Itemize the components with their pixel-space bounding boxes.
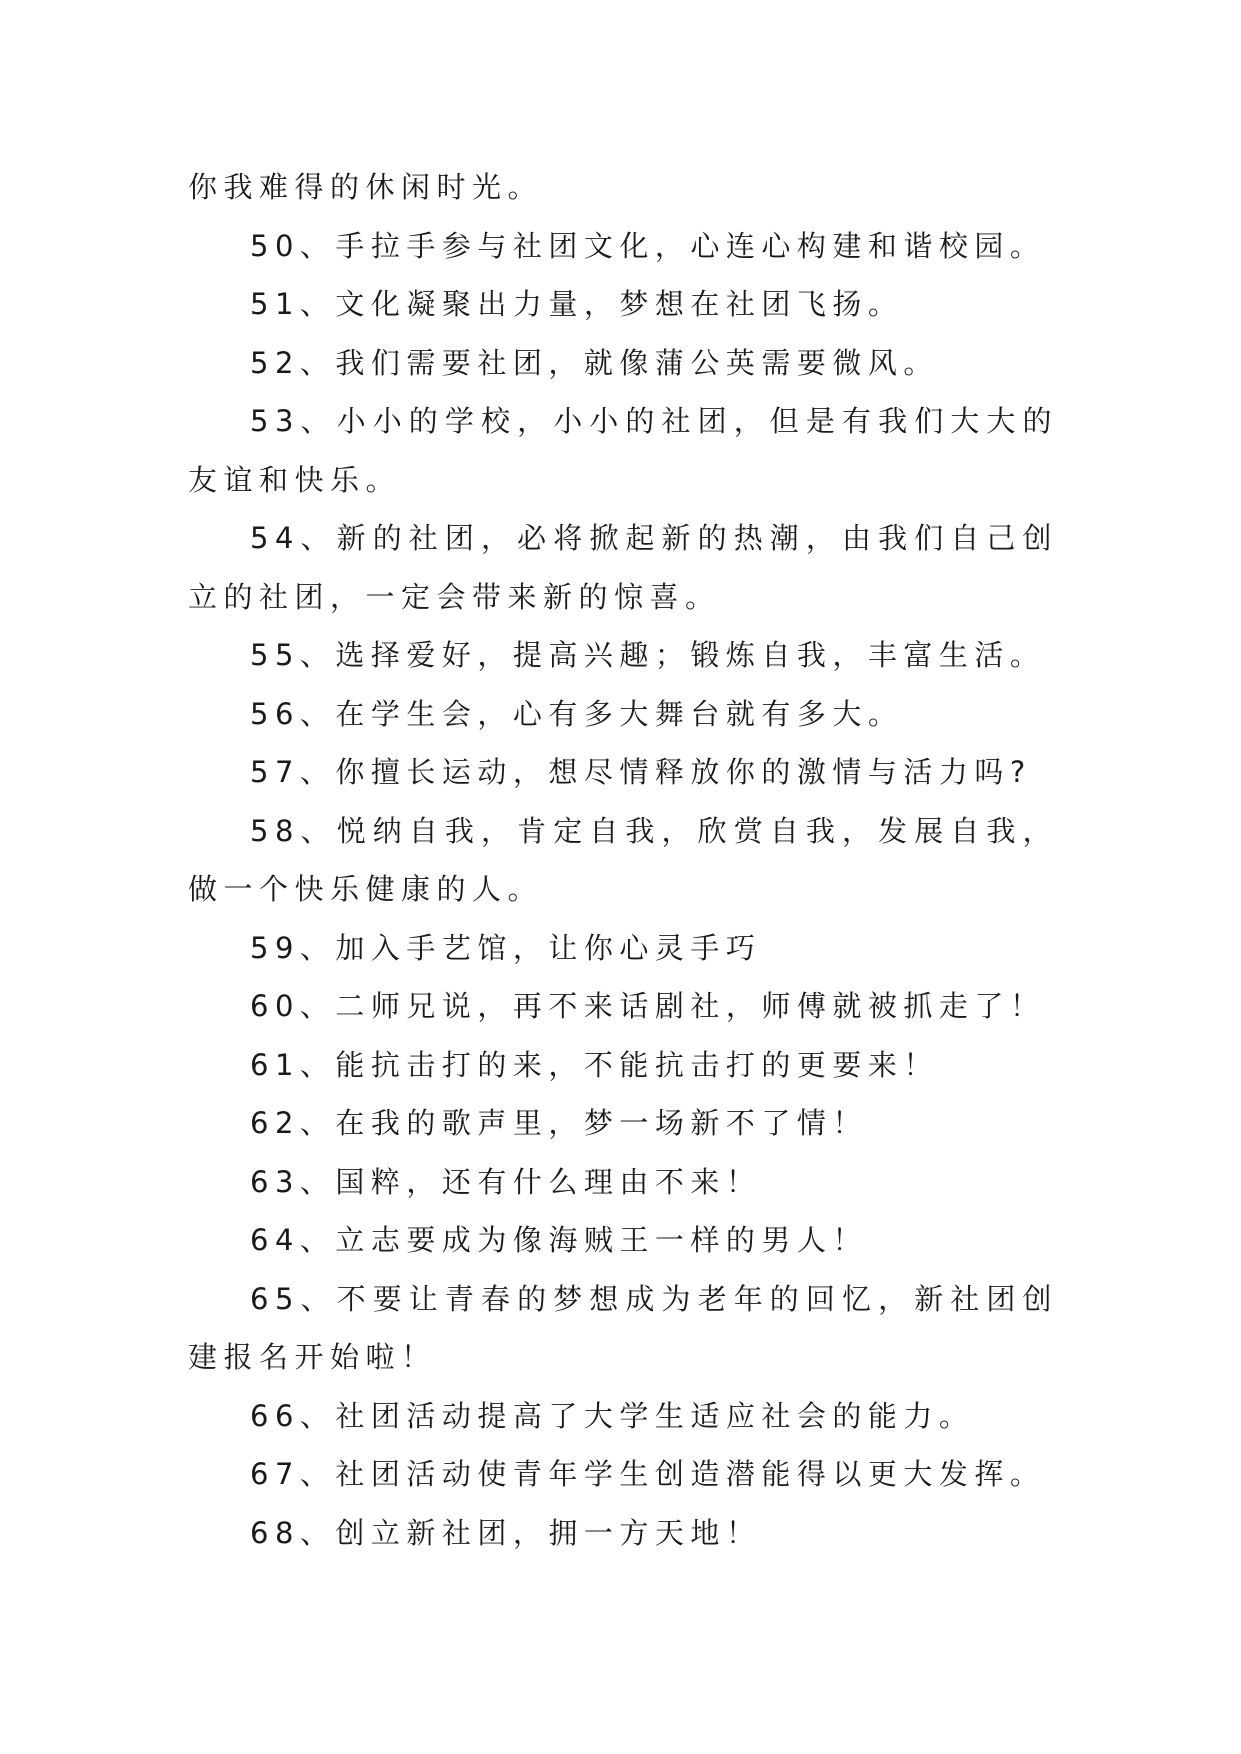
slogan-51: 51、文化凝聚出力量，梦想在社团飞扬。	[250, 287, 904, 321]
slogan-59: 59、加入手艺馆，让你心灵手巧	[250, 930, 762, 965]
slogan-67: 67、社团活动使青年学生创造潜能得以更大发挥。	[250, 1457, 1046, 1491]
slogan-58: 58、悦纳自我，肯定自我，欣赏自我，发展自我，做一个快乐健康的人。	[188, 813, 1058, 906]
slogan-62: 62、在我的歌声里，梦一场新不了情！	[250, 1106, 868, 1140]
slogan-60: 60、二师兄说，再不来话剧社，师傅就被抓走了！	[250, 989, 1046, 1023]
slogan-65: 65、不要让青春的梦想成为老年的回忆，新社团创建报名开始啦！	[188, 1281, 1058, 1374]
slogan-50: 50、手拉手参与社团文化，心连心构建和谐校园。	[250, 228, 1046, 263]
slogan-53: 53、小小的学校，小小的社团，但是有我们大大的友谊和快乐。	[188, 404, 1058, 497]
slogan-57: 57、你擅长运动，想尽情释放你的激情与活力吗?	[250, 755, 1032, 789]
slogan-66: 66、社团活动提高了大学生适应社会的能力。	[250, 1398, 975, 1433]
slogan-61: 61、能抗击打的来，不能抗击打的更要来！	[250, 1047, 939, 1082]
paragraph-continuation: 你我难得的休闲时光。	[188, 170, 544, 204]
slogan-55: 55、选择爱好，提高兴趣；锻炼自我，丰富生活。	[250, 638, 1046, 672]
slogan-56: 56、在学生会，心有多大舞台就有多大。	[250, 696, 904, 731]
slogan-64: 64、立志要成为像海贼王一样的男人！	[250, 1223, 868, 1257]
slogan-68: 68、创立新社团，拥一方天地！	[250, 1515, 762, 1550]
slogan-63: 63、国粹，还有什么理由不来！	[250, 1164, 762, 1199]
slogan-54: 54、新的社团，必将掀起新的热潮，由我们自己创立的社团，一定会带来新的惊喜。	[188, 521, 1058, 614]
slogan-52: 52、我们需要社团，就像蒲公英需要微风。	[250, 345, 939, 380]
document-body	[188, 158, 1058, 1562]
